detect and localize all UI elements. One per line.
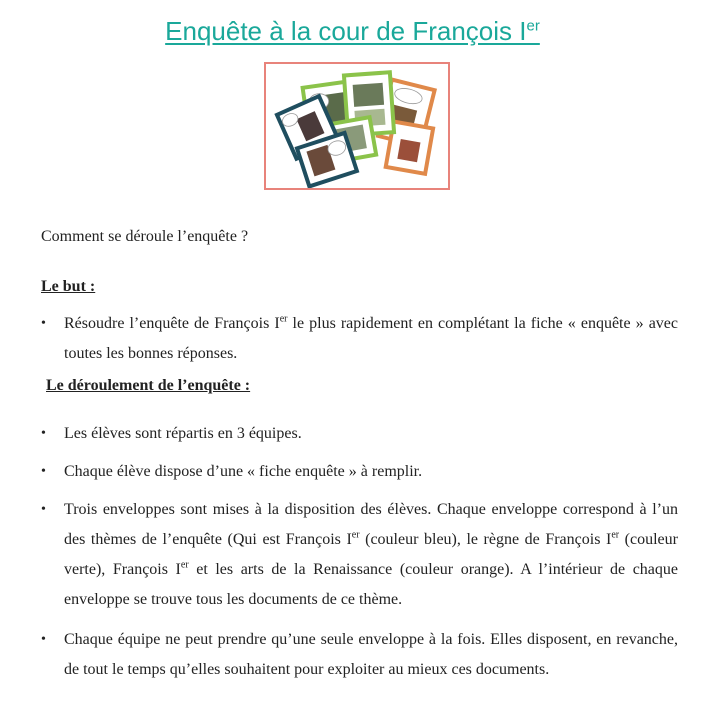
list-item xyxy=(41,309,678,369)
bullet-icon: • xyxy=(41,632,46,647)
list-item-text: Résoudre l’enquête de François Ier le plus rapidement en complétant la fiche « enquête » avec toutes les bonnes réponses. xyxy=(64,313,679,362)
list-item-text: Les élèves sont répartis en 3 équipes. xyxy=(64,425,302,442)
bullet-icon: • xyxy=(41,502,46,517)
list-item xyxy=(41,419,678,449)
page-title xyxy=(0,16,705,47)
process-heading: Le déroulement de l’enquête : xyxy=(46,377,251,394)
bullet-icon: • xyxy=(41,316,46,331)
bullet-icon: • xyxy=(41,464,46,479)
list-item xyxy=(41,495,678,615)
list-item xyxy=(41,457,678,487)
list-item-text: Chaque élève dispose d’une « fiche enquête » à remplir. xyxy=(64,463,423,480)
list-item-text: Chaque équipe ne peut prendre qu’une seule enveloppe à la fois. Elles disposent, en revanche, de tout le temps qu’elles souhaitent pour exploiter au mieux ces documents. xyxy=(64,631,678,678)
investigation-cards-image xyxy=(266,64,448,188)
title-superscript: er xyxy=(526,17,540,35)
intro-question: Comment se déroule l’enquête ? xyxy=(41,228,249,245)
bullet-icon: • xyxy=(41,426,46,441)
list-item-text: Trois enveloppes sont mises à la disposition des élèves. Chaque enveloppe correspond à l’un des thèmes de l’enquête (Qui est François Ier (couleur bleu), le règne de François Ier (couleur verte), François Ier et les arts de la Renaissance (couleur orange). A l’intérieur de chaque enveloppe se trouve tous les documents de ce thème. xyxy=(64,501,679,608)
cards-illustration xyxy=(264,62,450,190)
title-text: Enquête à la cour de François I xyxy=(165,16,527,46)
list-item xyxy=(41,625,678,685)
goal-heading: Le but : xyxy=(41,278,96,295)
